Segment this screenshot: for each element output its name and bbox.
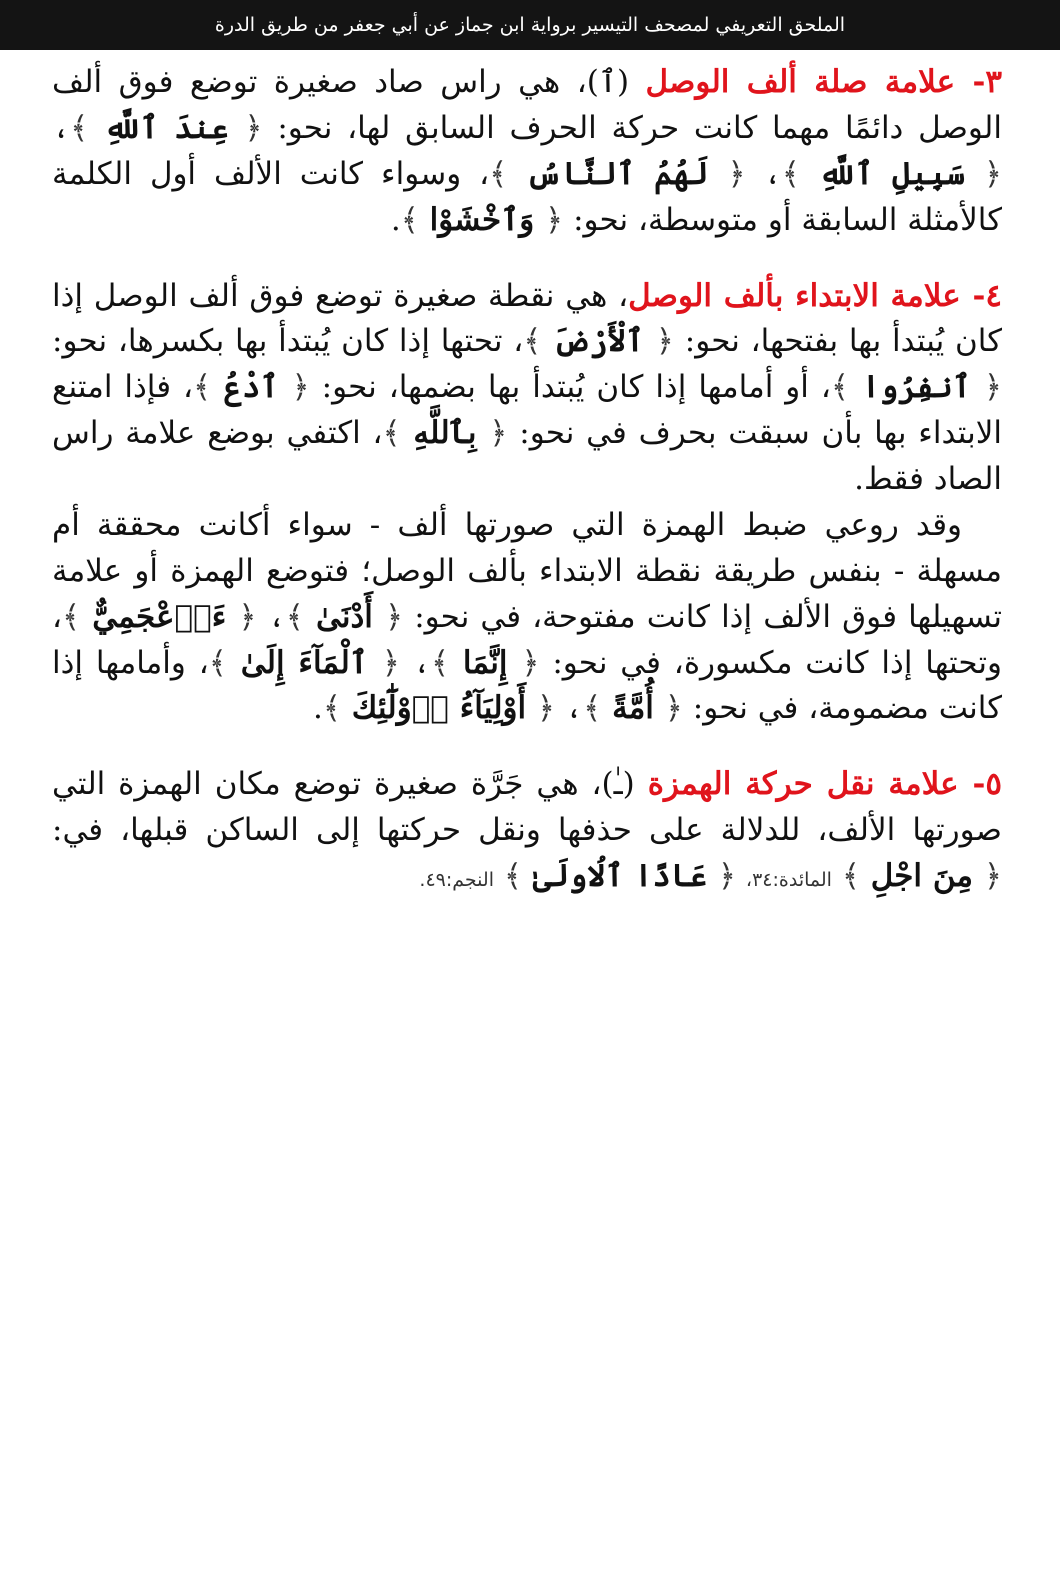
quran-example bbox=[383, 415, 508, 451]
bracket-close: ﴾ bbox=[208, 644, 227, 681]
quran-example bbox=[323, 690, 555, 726]
header-title: الملحق التعريفي لمصحف التيسير برواية ابن جماز عن أبي جعفر من طريق الدرة bbox=[214, 14, 846, 36]
bracket-close: ﴾ bbox=[400, 201, 419, 238]
section-5-title: ٥- علامة نقل حركة الهمزة bbox=[647, 766, 1002, 803]
quran-example bbox=[286, 599, 403, 635]
quran-example bbox=[193, 369, 310, 405]
bracket-open: ﴿ bbox=[381, 644, 400, 681]
section-3-title: ٣- علامة صلة ألف الوصل bbox=[645, 64, 1002, 100]
example-word: وَٱخْشَوْا bbox=[429, 201, 535, 238]
section-3-paragraph: ٣- علامة صلة ألف الوصل (ٱ)، هي راس صاد صغيرة توضع فوق ألف الوصل دائمًا مهما كانت حركة الحرف السابق لها، نحو: ﴿ عِندَ ٱللَّهِ ﴾، ﴿ سَبِيلِ ٱللَّهِ ﴾، ﴿ لَهُمُ ٱلنَّاسُ ﴾، وسواء كانت الألف أول الكلمة كالأمثلة السابقة أو متوسطة، نحو: ﴿ وَٱخْشَوْا ﴾. bbox=[52, 64, 1002, 238]
quran-example bbox=[782, 156, 1002, 192]
section-3-end: . bbox=[390, 201, 401, 238]
example-word: عَادًا ٱلُاولَىٰ bbox=[532, 858, 708, 894]
example-word: ٱلْأَرْضَ bbox=[553, 323, 645, 360]
bracket-close: ﴾ bbox=[523, 323, 542, 360]
bracket-close: ﴾ bbox=[430, 644, 450, 681]
bracket-close: ﴾ bbox=[830, 369, 850, 406]
quran-example bbox=[209, 645, 400, 681]
quran-example bbox=[431, 645, 540, 681]
example-word: ٱدْعُ bbox=[224, 369, 279, 406]
section-alif-wasl-connection bbox=[52, 60, 1002, 244]
example-word: إِنَّمَا bbox=[462, 644, 508, 681]
section-4-text-4: ، فإذا امتنع الابتداء بها بأن سبقت بحرف في نحو: bbox=[52, 369, 1002, 452]
bracket-close: ﴾ bbox=[382, 415, 401, 452]
section-4-text-5: ، اكتفي بوضع علامة راس الصاد فقط. bbox=[52, 415, 1002, 497]
example-word: ءَا۬عْجَمِيٌّ bbox=[92, 598, 227, 635]
section-5-paragraph bbox=[52, 762, 1002, 900]
bracket-open: ﴿ bbox=[291, 369, 310, 406]
section-5-text: ، هي جَرَّة صغيرة توضع مكان الهمزة التي صورتها الألف، للدلالة على حذفها ونقل حركتها إلى الساكن قبلها، في: bbox=[52, 766, 1002, 849]
quran-example bbox=[583, 690, 683, 726]
section-4-text: ، هي نقطة صغيرة توضع فوق ألف الوصل إذا كان يُبتدأ بها بفتحها، نحو: bbox=[52, 277, 1003, 360]
example-word: أَوْلِيَآءُ ا۬وْلَٰٓئِكَ bbox=[351, 690, 527, 727]
page-header bbox=[0, 0, 1060, 50]
bracket-open: ﴿ bbox=[717, 858, 737, 894]
quran-example bbox=[504, 858, 736, 894]
bracket-open: ﴿ bbox=[384, 598, 404, 635]
section-alif-wasl-start bbox=[52, 274, 1002, 733]
bracket-open: ﴿ bbox=[727, 155, 746, 192]
bracket-open: ﴿ bbox=[521, 644, 540, 681]
bracket-close: ﴾ bbox=[285, 598, 304, 635]
section-4-para2-text-3: ، وأمامها إذا كانت مضمومة، في نحو: bbox=[52, 644, 1002, 727]
example-word: ٱلْمَآءَ إِلَىٰ bbox=[240, 644, 368, 681]
bracket-open: ﴿ bbox=[983, 155, 1002, 192]
bracket-close: ﴾ bbox=[583, 690, 602, 727]
quran-example bbox=[70, 110, 262, 146]
section-4-paragraph bbox=[52, 274, 1002, 503]
verse-reference: المائدة:٣٤، bbox=[745, 869, 832, 891]
verse-reference: النجم:٤٩. bbox=[419, 869, 494, 891]
example-word: ٱنفِرُوا bbox=[861, 369, 971, 406]
section-4-para2-text: وقد روعي ضبط الهمزة التي صورتها ألف - سواء أكانت محققة أم مسهلة - بنفس طريقة نقطة الابتداء بألف الوصل؛ فتوضع الهمزة أو علامة تسهيلها فوق الألف إذا كانت مفتوحة، في نحو: bbox=[52, 506, 1003, 635]
section-4-title: ٤- علامة الابتداء بألف الوصل bbox=[628, 277, 1002, 314]
example-word: بِٱللَّهِ bbox=[413, 415, 477, 452]
example-word: مِنَ اجْلِ bbox=[870, 858, 974, 894]
section-3-text: ، هي راس صاد صغيرة توضع فوق ألف الوصل دائمًا مهما كانت حركة الحرف السابق لها، نحو: bbox=[52, 64, 1002, 146]
bracket-close: ﴾ bbox=[841, 858, 860, 894]
quran-example bbox=[62, 599, 257, 635]
section-5-symbol: (ـٰ) bbox=[601, 766, 635, 803]
section-4-text-2: ، تحتها إذا كان يُبتدأ بها بكسرها، نحو: bbox=[52, 323, 524, 360]
bracket-open: ﴿ bbox=[655, 323, 674, 360]
quran-example bbox=[831, 369, 1002, 405]
bracket-open: ﴿ bbox=[238, 598, 257, 635]
quran-example bbox=[842, 858, 1002, 894]
section-hamza-transfer bbox=[52, 762, 1002, 900]
section-4-hamza-paragraph: وقد روعي ضبط الهمزة التي صورتها ألف - سواء أكانت محققة أم مسهلة - بنفس طريقة نقطة الابتداء بألف الوصل؛ فتوضع الهمزة أو علامة تسهيلها فوق الألف إذا كانت مفتوحة، في نحو: ﴿ أَدْنَىٰ ﴾، ﴿ ءَا۬عْجَمِيٌّ ﴾، وتحتها إذا كانت مكسورة، في نحو: ﴿ إِنَّمَا ﴾، ﴿ ٱلْمَآءَ إِلَىٰ ﴾، وأمامها إذا كانت مضمومة، في نحو: ﴿ أُمَّةً ﴾، ﴿ أَوْلِيَآءُ ا۬وْلَٰٓئِكَ ﴾. bbox=[52, 506, 1003, 727]
quran-example bbox=[401, 202, 564, 238]
section-3-text-2: ، وسواء كانت الألف أول الكلمة كالأمثلة السابقة أو متوسطة، نحو: bbox=[52, 155, 1002, 238]
bracket-close: ﴾ bbox=[322, 690, 341, 727]
bracket-open: ﴿ bbox=[983, 858, 1002, 894]
example-word: لَهُمُ ٱلنَّاسُ bbox=[526, 155, 709, 192]
bracket-open: ﴿ bbox=[545, 201, 564, 238]
section-4-text-3: ، أو أمامها إذا كان يُبتدأ بها بضمها، نحو: bbox=[321, 369, 831, 406]
example-word: أُمَّةً bbox=[612, 690, 654, 727]
bracket-close: ﴾ bbox=[503, 858, 523, 894]
bracket-close: ﴾ bbox=[193, 369, 212, 406]
section-4-para2-text-2: ، وتحتها إذا كانت مكسورة، في نحو: bbox=[52, 598, 1002, 681]
section-4-end: . bbox=[312, 690, 323, 727]
bracket-close: ﴾ bbox=[781, 155, 800, 192]
example-word: سَبِيلِ ٱللَّهِ bbox=[818, 155, 965, 192]
example-word: أَدْنَىٰ bbox=[316, 598, 373, 635]
bracket-open: ﴿ bbox=[536, 690, 556, 727]
bracket-close: ﴾ bbox=[489, 155, 508, 192]
bracket-close: ﴾ bbox=[62, 598, 81, 635]
page-content bbox=[52, 60, 1002, 930]
quran-example bbox=[489, 156, 746, 192]
bracket-open: ﴿ bbox=[983, 369, 1002, 406]
section-3-symbol: (ٱ) bbox=[586, 64, 630, 100]
bracket-open: ﴿ bbox=[664, 690, 683, 727]
example-word: عِندَ ٱللَّهِ bbox=[104, 109, 229, 146]
bracket-close: ﴾ bbox=[70, 109, 89, 146]
bracket-open: ﴿ bbox=[489, 415, 508, 452]
quran-example bbox=[523, 323, 674, 359]
bracket-open: ﴿ bbox=[244, 109, 263, 146]
